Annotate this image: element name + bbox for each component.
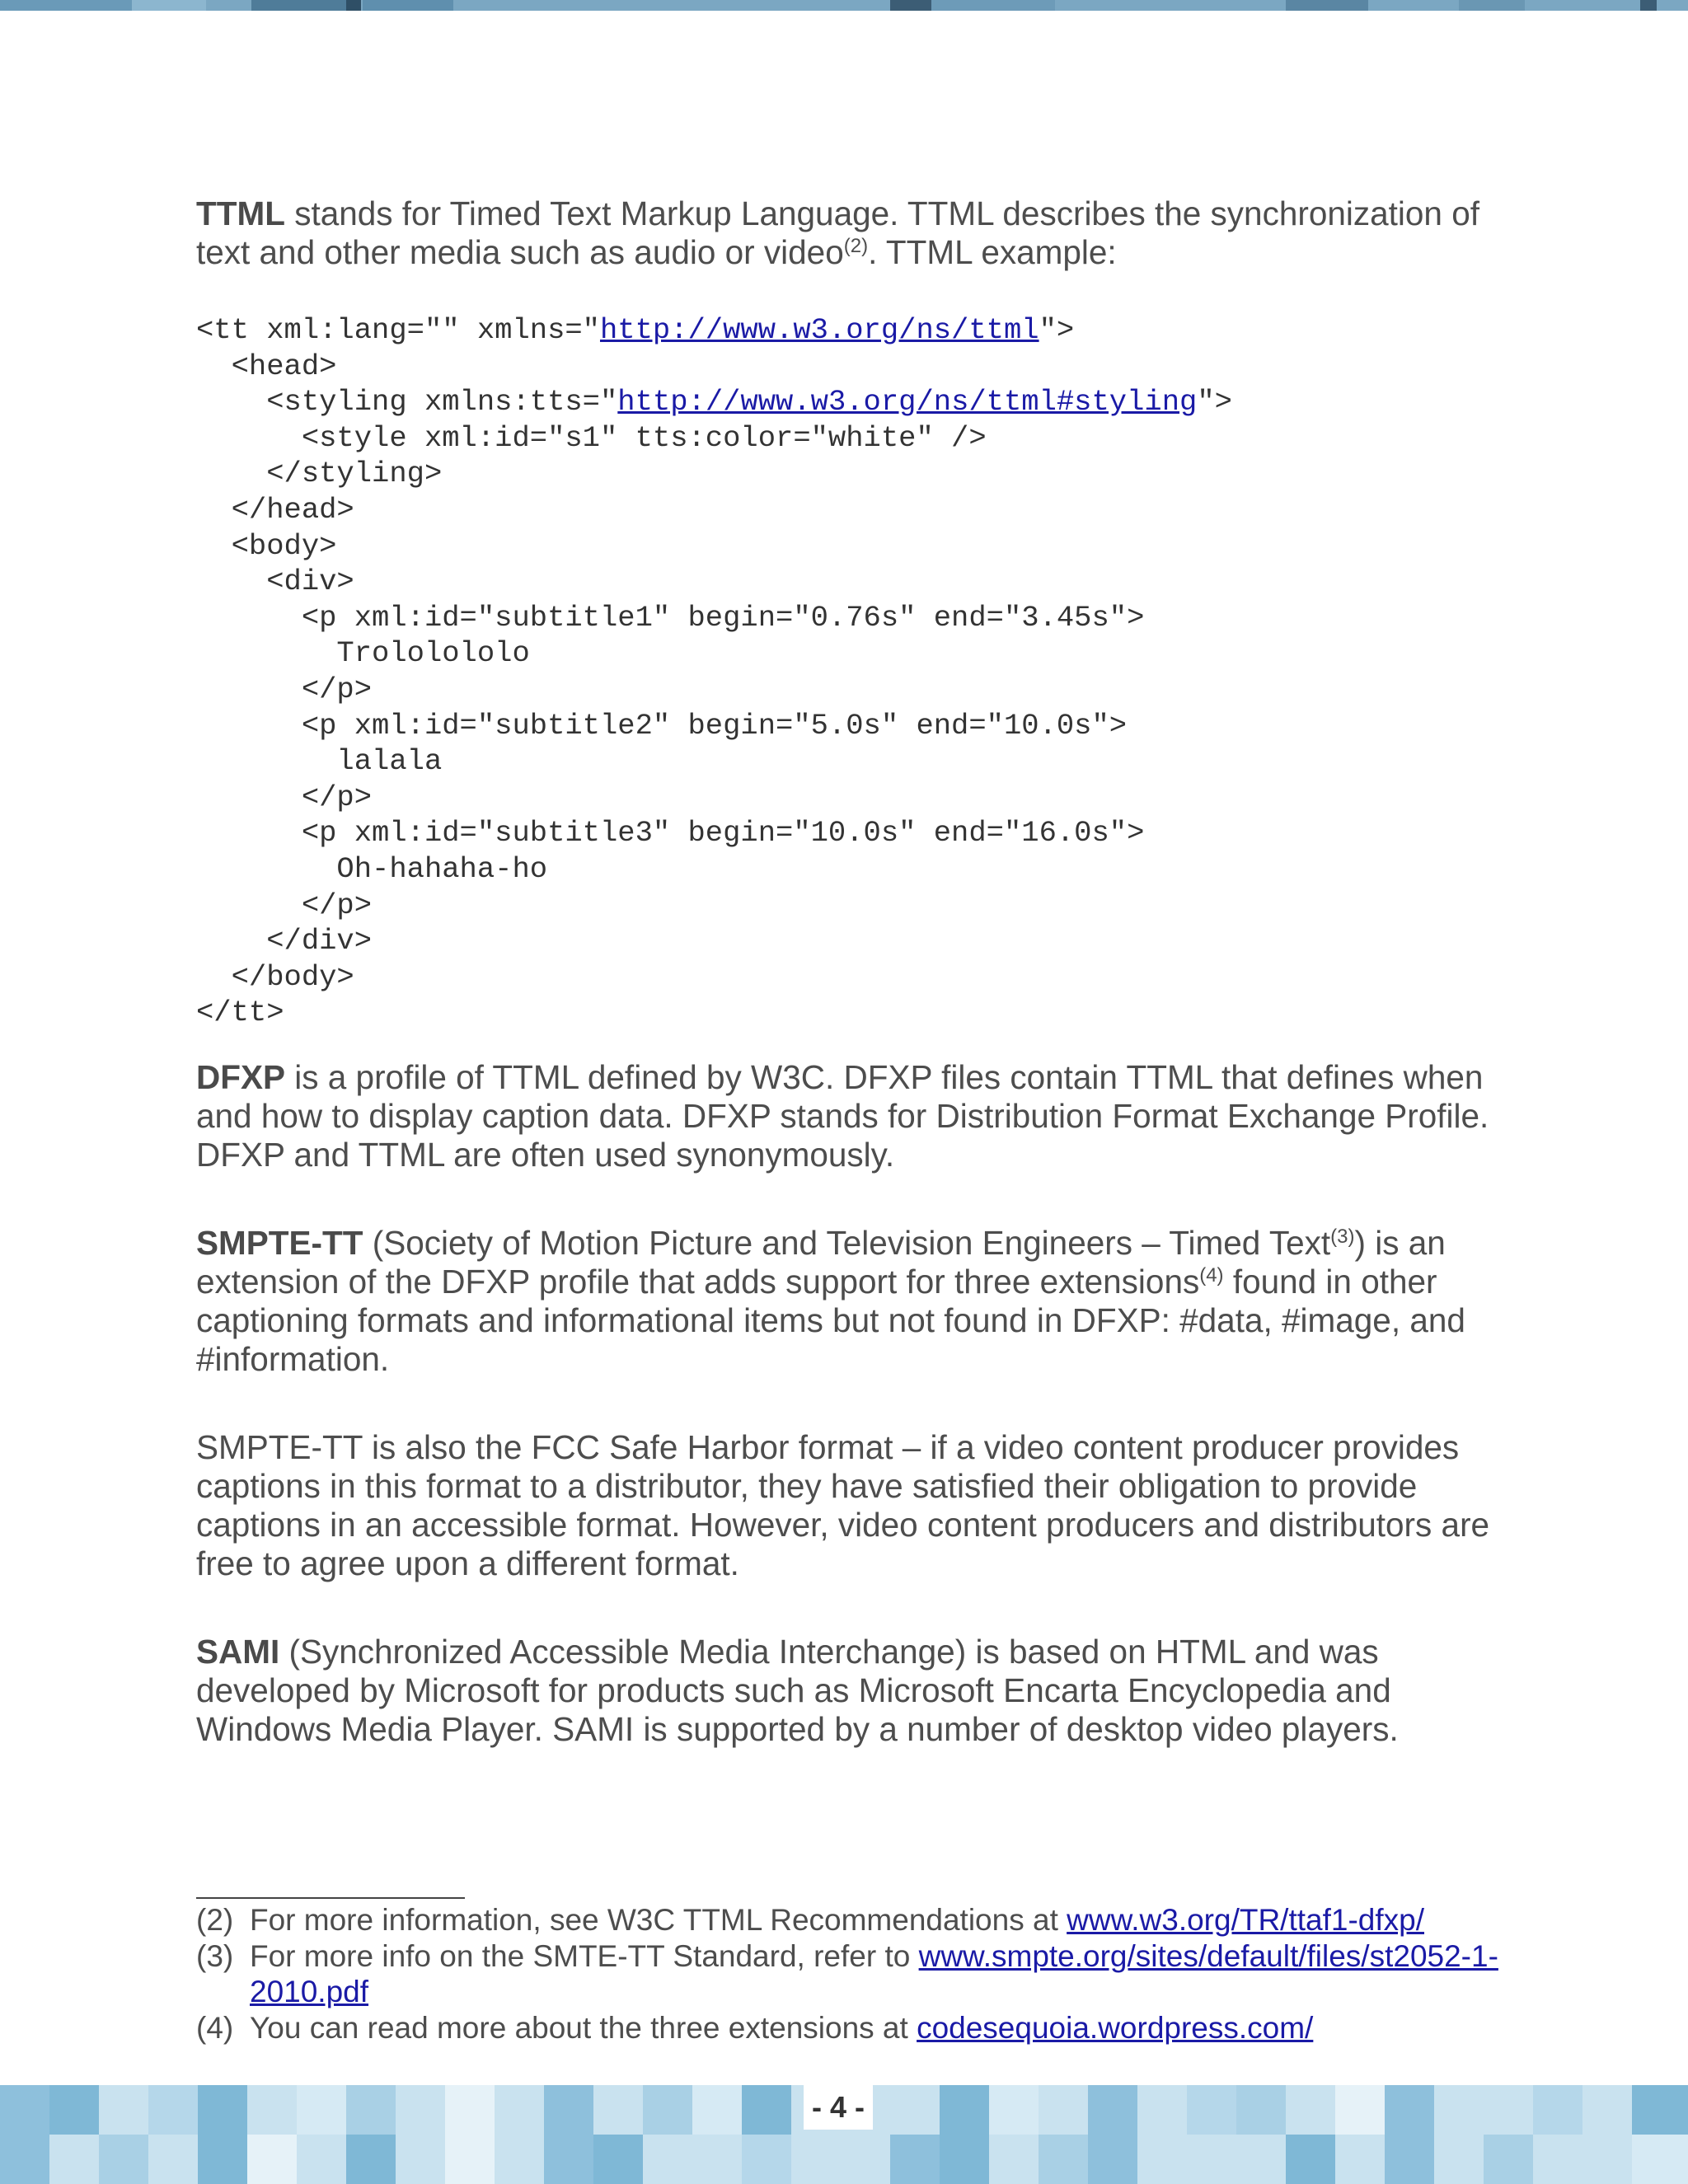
code-line-7: <body> <box>196 528 337 563</box>
code-line-3-end: "> <box>1197 385 1232 419</box>
footnote-text: For more information, see W3C TTML Recommendations at <box>250 1903 1067 1937</box>
code-line-3: <styling xmlns:tts=" <box>196 385 618 419</box>
code-line-2: <head> <box>196 349 337 383</box>
code-line-5: </styling> <box>196 457 443 491</box>
code-line-1-end: "> <box>1039 313 1075 347</box>
smpte-text-1: (Society of Motion Picture and Television Engineers – Timed Text <box>363 1223 1331 1262</box>
ref-2: (2) <box>843 235 869 257</box>
paragraph-fcc-safe-harbor <box>196 1428 1498 1583</box>
ttml-after: . TTML example: <box>868 233 1117 271</box>
term-dfxp: DFXP <box>196 1057 286 1096</box>
code-line-13: lalala <box>196 744 443 779</box>
footnote-text: For more info on the SMTE-TT Standard, refer to <box>250 1938 919 1973</box>
page-body <box>196 194 1498 1749</box>
code-line-15: <p xml:id="subtitle3" begin="10.0s" end="16.0s"> <box>196 816 1145 851</box>
smpte-text-2: ) is an extension of the DFXP profile that adds support for three extensions <box>196 1223 1446 1301</box>
paragraph-ttml <box>196 194 1498 272</box>
paragraph-dfxp <box>196 1058 1498 1174</box>
footnote-number: (4) <box>196 2010 234 2045</box>
footnote-number: (3) <box>196 1938 234 1973</box>
code-line-18: </div> <box>196 924 373 958</box>
top-decorative-bar <box>0 0 1688 11</box>
footnote-link-w3c[interactable]: www.w3.org/TR/ttaf1-dfxp/ <box>1067 1903 1424 1937</box>
dfxp-text: is a profile of TTML defined by W3C. DFXP files contain TTML that defines when and how to display caption data. DFXP stands for Distribution Format Exchange Profile. DFXP and TTML are often used synonymously. <box>196 1057 1489 1174</box>
code-line-6: </head> <box>196 492 354 527</box>
footnote-text: You can read more about the three extensions at <box>250 2010 917 2045</box>
footnote-2 <box>196 1902 1507 1938</box>
term-ttml: TTML <box>196 194 285 232</box>
code-line-16: Oh-hahaha-ho <box>196 851 548 886</box>
footnote-link-smpte[interactable]: www.smpte.org/sites/default/files/st2052-1-2010.pdf <box>250 1938 1498 2008</box>
code-line-20: </tt> <box>196 996 284 1030</box>
code-line-19: </body> <box>196 959 354 994</box>
paragraph-smpte-tt <box>196 1224 1498 1379</box>
footnote-3 <box>196 1938 1507 2010</box>
footnote-4 <box>196 2010 1507 2046</box>
paragraph-sami <box>196 1633 1498 1749</box>
term-sami: SAMI <box>196 1632 280 1671</box>
smpte-text-3: found in other captioning formats and informational items but not found in DFXP: #data, #image, and #information. <box>196 1262 1465 1378</box>
code-link-styling-ns[interactable]: http://www.w3.org/ns/ttml#styling <box>617 385 1198 419</box>
footnote-link-codesequoia[interactable]: codesequoia.wordpress.com/ <box>917 2010 1314 2045</box>
ttml-text: stands for Timed Text Markup Language. TTML describes the synchronization of text and other media such as audio or video <box>196 194 1479 271</box>
code-line-9: <p xml:id="subtitle1" begin="0.76s" end="3.45s"> <box>196 600 1145 635</box>
page-number: - 4 - <box>804 2085 873 2130</box>
footnotes <box>196 1902 1507 2046</box>
term-smpte-tt: SMPTE-TT <box>196 1223 363 1262</box>
footnote-divider <box>196 1897 465 1899</box>
code-line-8: <div> <box>196 565 354 599</box>
code-line-14: </p> <box>196 780 373 814</box>
code-link-ttml-ns[interactable]: http://www.w3.org/ns/ttml <box>599 313 1039 347</box>
code-line-1: <tt xml:lang="" xmlns=" <box>196 313 600 347</box>
ttml-code-example <box>196 312 1498 1031</box>
code-line-11: </p> <box>196 672 373 706</box>
fcc-text: SMPTE-TT is also the FCC Safe Harbor format – if a video content producer provides captions in this format to a distributor, they have satisfied their obligation to provide captions in an accessible format. However, video content producers and distributors are free to agree upon a different format. <box>196 1427 1490 1582</box>
sami-text: (Synchronized Accessible Media Interchange) is based on HTML and was developed by Microsoft for products such as Microsoft Encarta Encyclopedia and Windows Media Player. SAMI is supported by a number of desktop video players. <box>196 1632 1399 1748</box>
code-line-4: <style xml:id="s1" tts:color="white" /> <box>196 420 987 455</box>
ref-3: (3) <box>1330 1225 1355 1248</box>
code-line-12: <p xml:id="subtitle2" begin="5.0s" end="10.0s"> <box>196 708 1128 743</box>
code-line-10: Trololololo <box>196 636 530 671</box>
code-line-17: </p> <box>196 888 373 922</box>
ref-4: (4) <box>1199 1263 1224 1286</box>
footnote-number: (2) <box>196 1903 234 1937</box>
